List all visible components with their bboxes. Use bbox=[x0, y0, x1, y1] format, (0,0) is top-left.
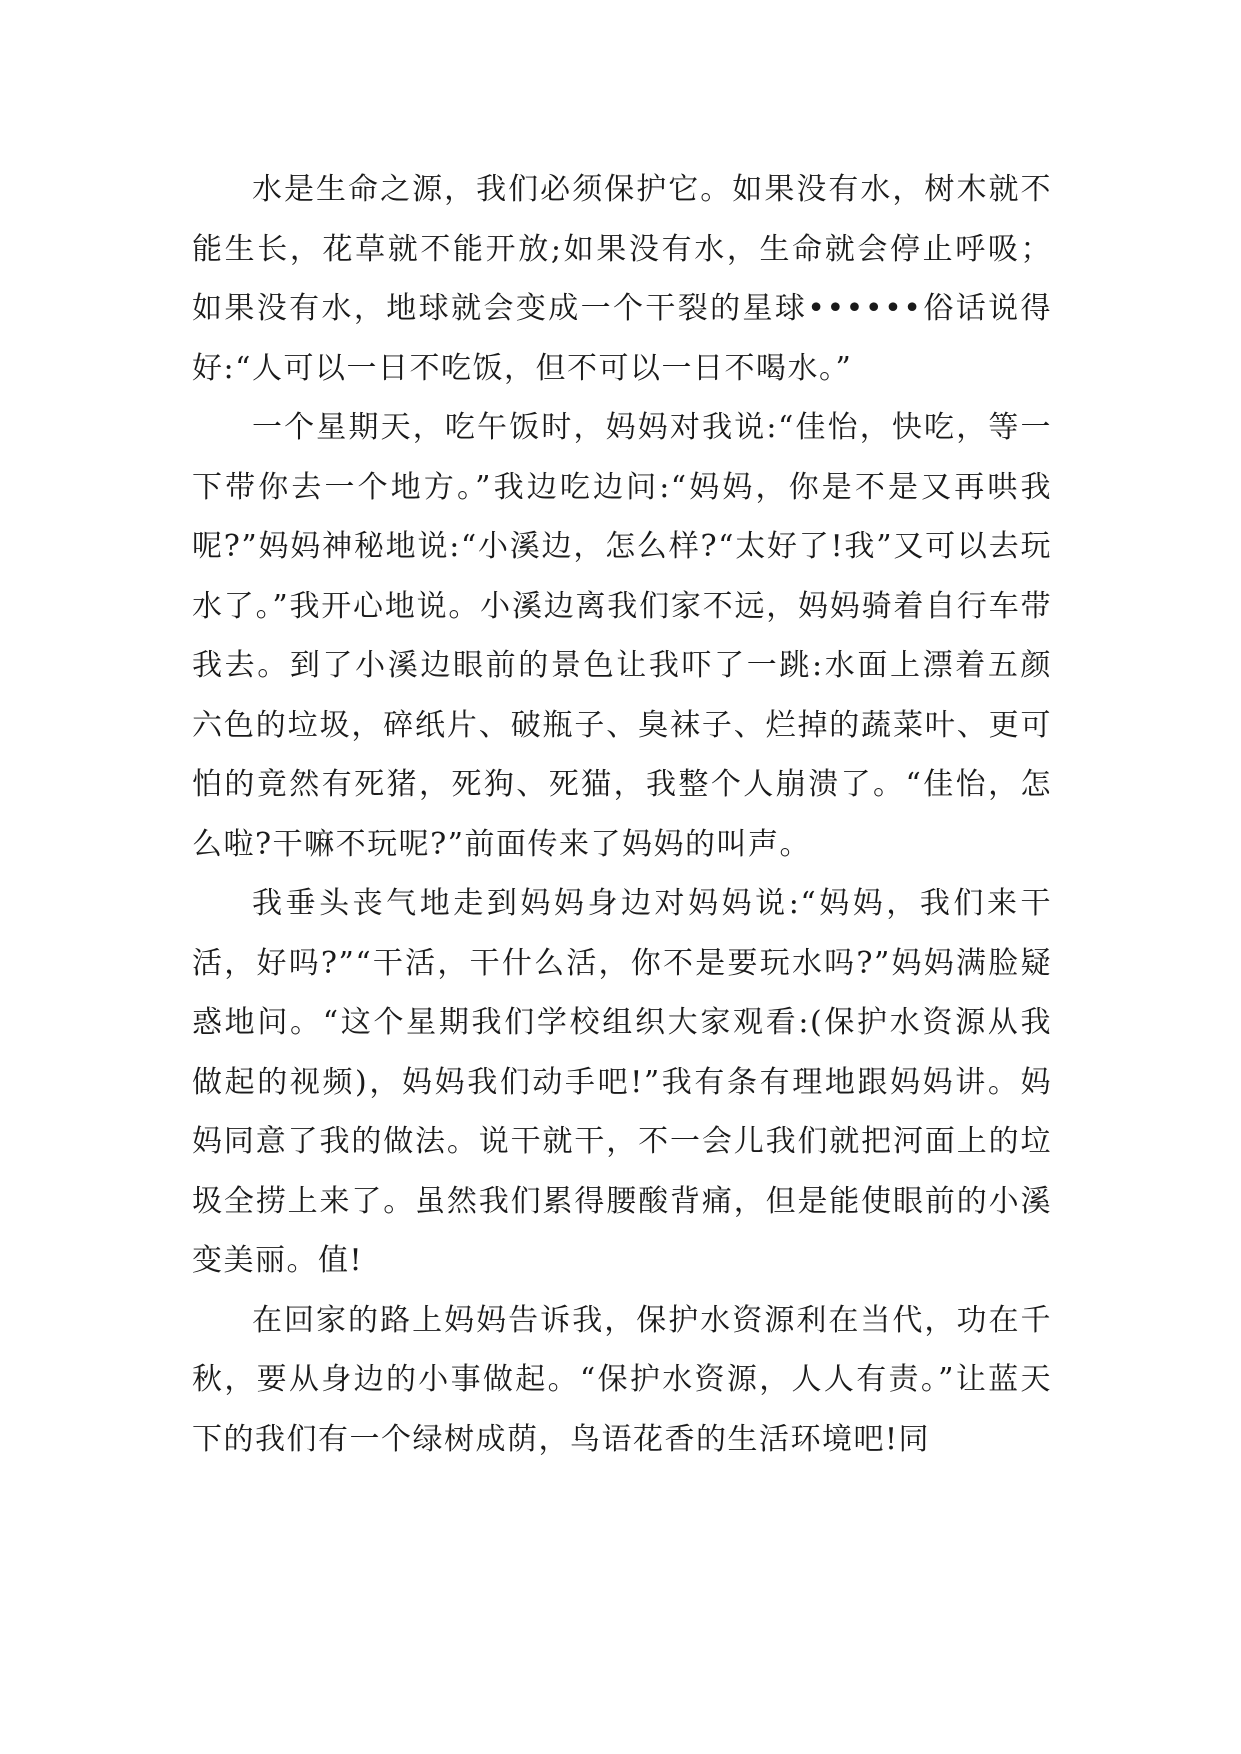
paragraph-1: 水是生命之源，我们必须保护它。如果没有水，树木就不能生长，花草就不能开放;如果没有水，生命就会停止呼吸；如果没有水，地球就会变成一个干裂的星球••••••俗话说得好:“人可以一日不吃饭，但不可以一日不喝水。” bbox=[192, 172, 1052, 386]
paragraph-2: 一个星期天，吃午饭时，妈妈对我说:“佳怡，快吃，等一下带你去一个地方。”我边吃边问:“妈妈，你是不是又再哄我呢?”妈妈神秘地说:“小溪边，怎么样?“太好了!我”又可以去玩水了。”我开心地说。小溪边离我们家不远，妈妈骑着自行车带我去。到了小溪边眼前的景色让我吓了一跳:水面上漂着五颜六色的垃圾，碎纸片、破瓶子、臭袜子、烂掉的蔬菜叶、更可怕的竟然有死猪，死狗、死猫，我整个人崩溃了。“佳怡，怎么啦?干嘛不玩呢?”前面传来了妈妈的叫声。 bbox=[192, 410, 1052, 862]
document-page bbox=[192, 160, 1052, 1469]
paragraph-4: 在回家的路上妈妈告诉我，保护水资源利在当代，功在千秋，要从身边的小事做起。“保护水资源，人人有责。”让蓝天下的我们有一个绿树成荫，鸟语花香的生活环境吧!同 bbox=[192, 1302, 1052, 1457]
paragraph-3: 我垂头丧气地走到妈妈身边对妈妈说:“妈妈，我们来干活，好吗?”“干活，干什么活，你不是要玩水吗?”妈妈满脸疑惑地问。“这个星期我们学校组织大家观看:(保护水资源从我做起的视频)，妈妈我们动手吧!”我有条有理地跟妈妈讲。妈妈同意了我的做法。说干就干，不一会儿我们就把河面上的垃圾全捞上来了。虽然我们累得腰酸背痛，但是能使眼前的小溪变美丽。值! bbox=[192, 886, 1052, 1278]
